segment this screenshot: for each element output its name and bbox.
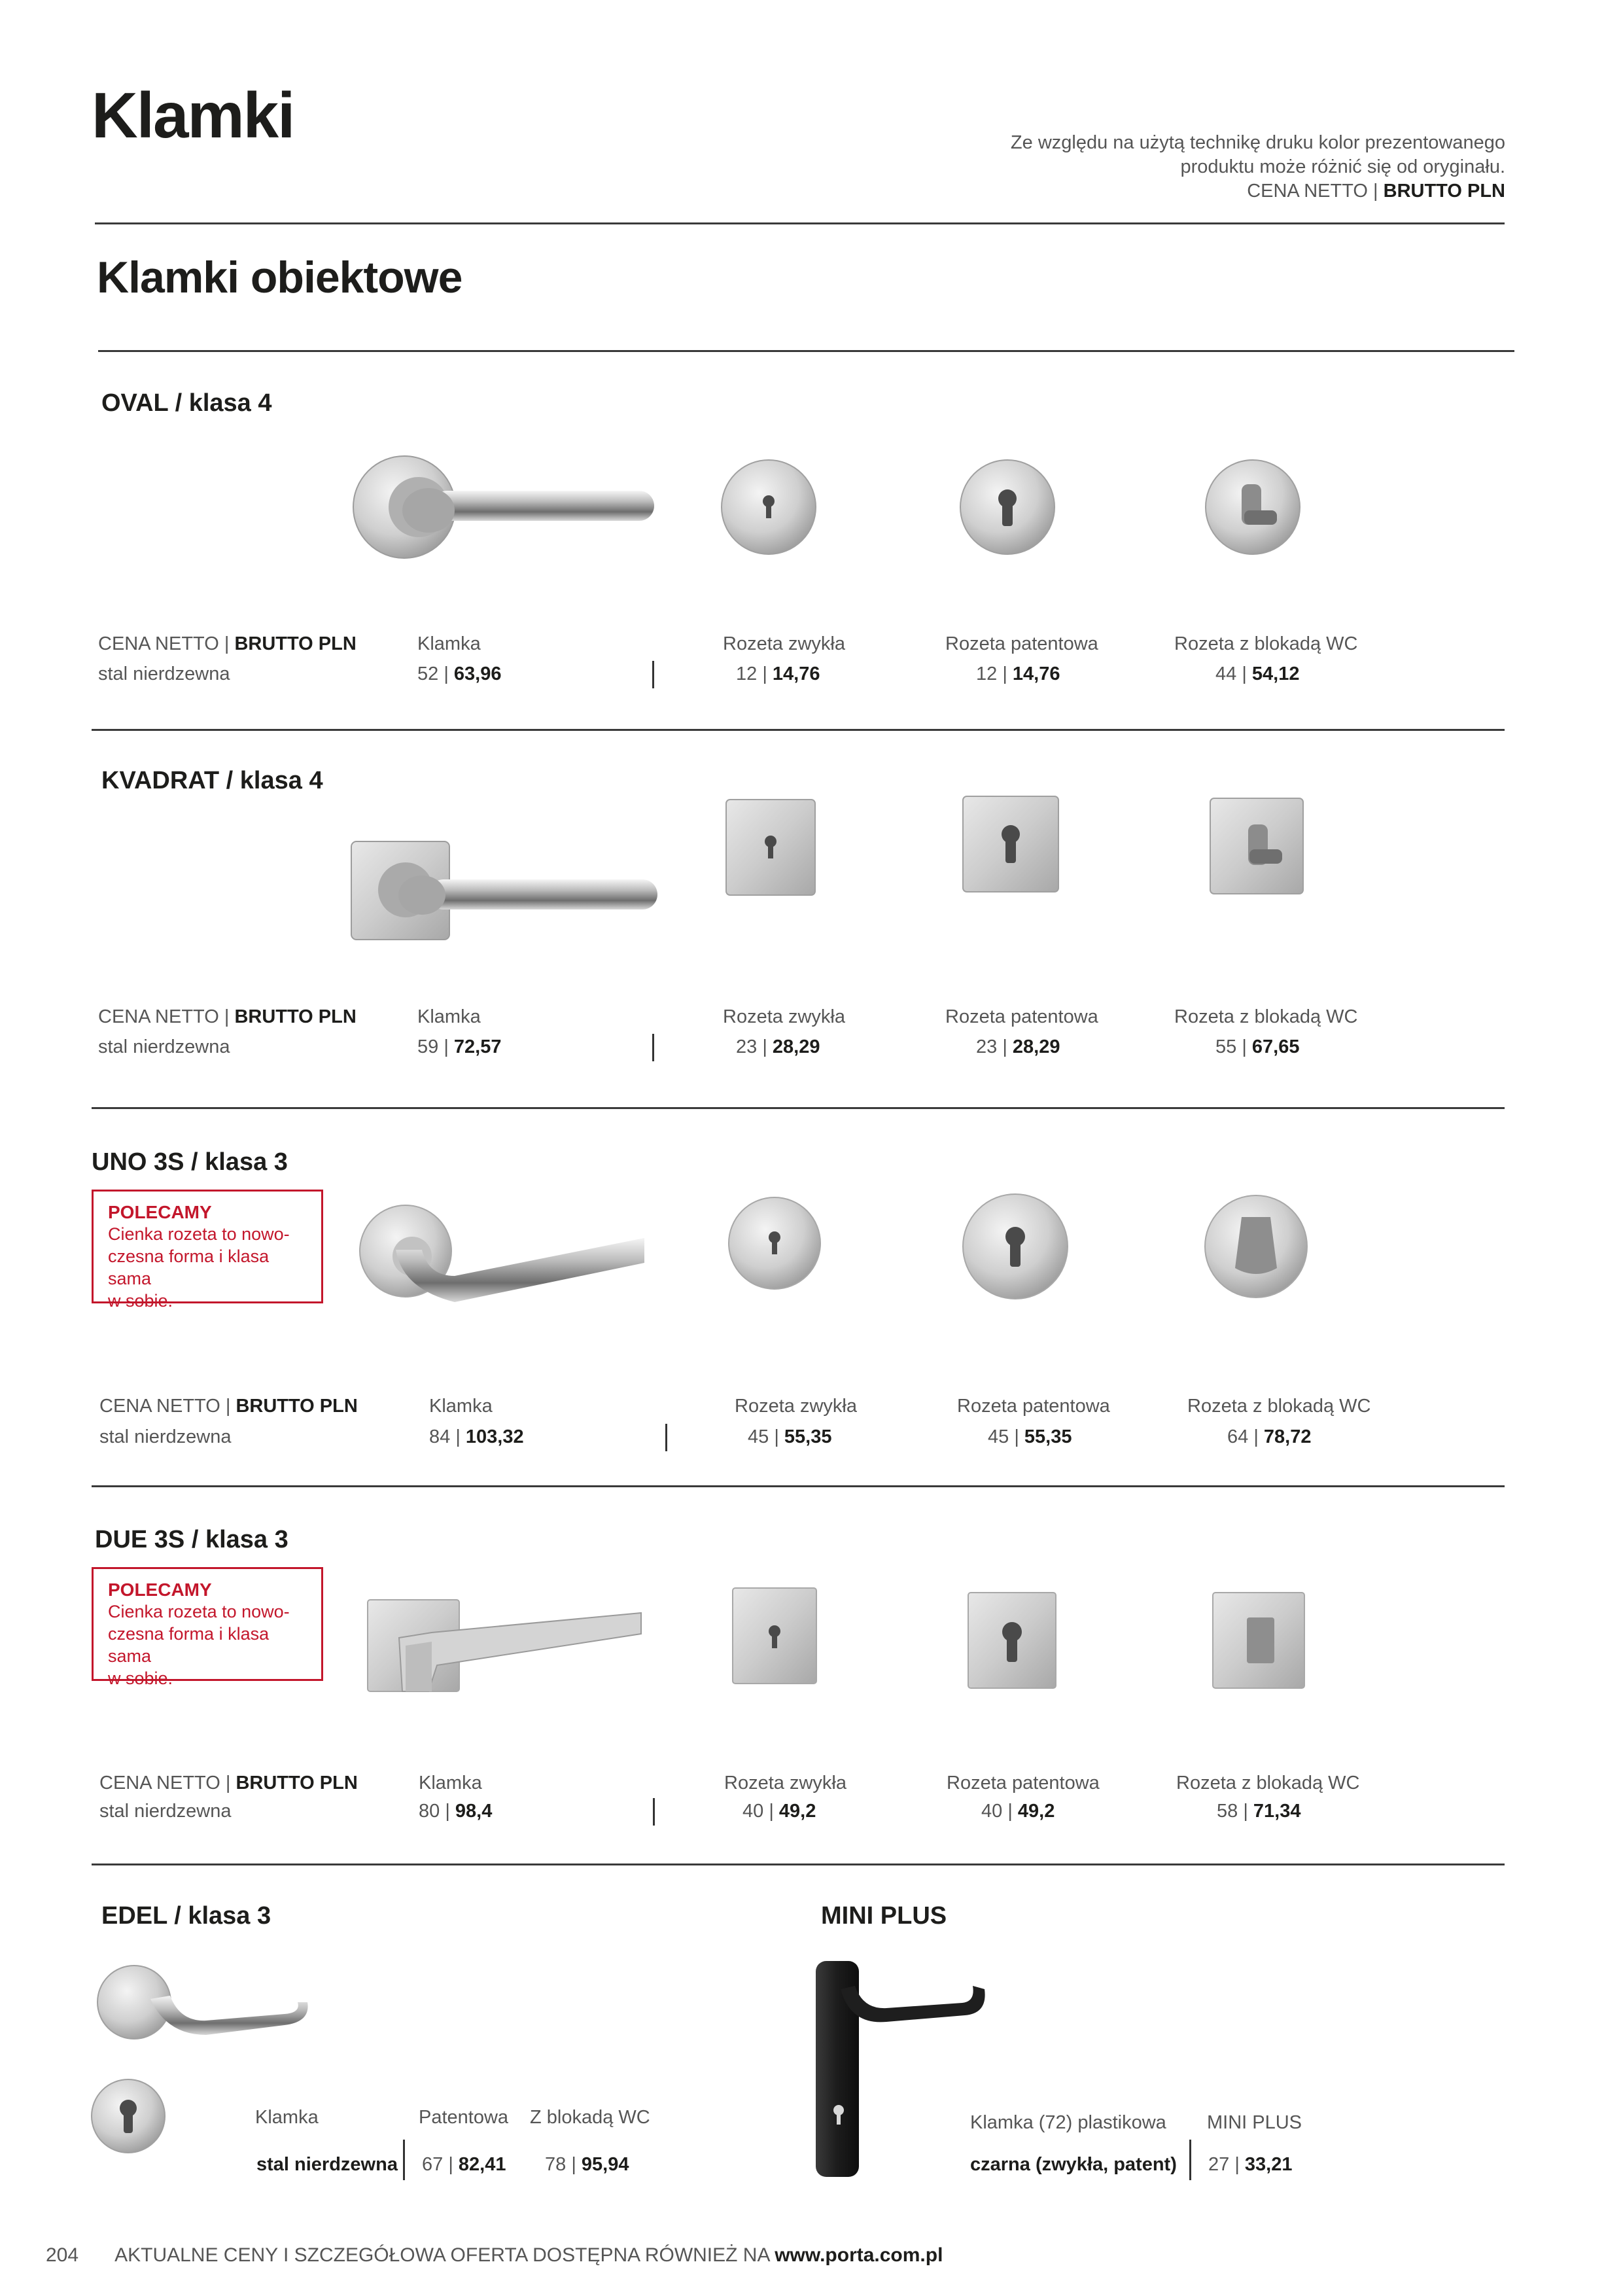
- price-handle: 52 | 63,96: [417, 663, 502, 684]
- col-rosette-wc: Rozeta z blokadą WC: [1174, 633, 1358, 654]
- footer-text: AKTUALNE CENY I SZCZEGÓŁOWA OFERTA DOSTĘPNA RÓWNIEŻ NA: [114, 2244, 769, 2266]
- col-rosette-plain: Rozeta zwykła: [735, 1396, 857, 1417]
- material-label: czarna (zwykła, patent): [970, 2154, 1177, 2175]
- material-label: stal nierdzewna: [98, 1036, 230, 1057]
- edel-rosette-patent-image: [90, 2074, 169, 2159]
- uno-handle-image: [357, 1204, 657, 1322]
- col-handle: Klamka: [255, 2107, 319, 2128]
- price-rosette-patent: 45 | 55,35: [988, 1426, 1072, 1447]
- price-handle: 80 | 98,4: [419, 1801, 493, 1822]
- miniplus-handle-image: [814, 1960, 998, 2182]
- material-label: stal nierdzewna: [256, 2154, 398, 2175]
- price-divider: [1189, 2140, 1191, 2180]
- col-wc: Z blokadą WC: [530, 2107, 650, 2128]
- price-rosette-wc: 44 | 54,12: [1215, 663, 1300, 684]
- col-handle: Klamka: [417, 1006, 481, 1027]
- recommend-box: POLECAMY Cienka rozeta to nowo- czesna forma i klasa sama w sobie.: [92, 1190, 323, 1303]
- product-title-edel: EDEL / klasa 3: [101, 1902, 271, 1930]
- price-divider: [665, 1424, 667, 1451]
- section-divider: [92, 1485, 1505, 1487]
- col-rosette-plain: Rozeta zwykła: [723, 633, 845, 654]
- header-divider: [95, 222, 1505, 224]
- price-divider: [403, 2140, 405, 2180]
- price-handle: 84 | 103,32: [429, 1426, 524, 1447]
- due-rosette-plain-image: [731, 1587, 818, 1685]
- col-rosette-patent: Rozeta patentowa: [947, 1773, 1100, 1793]
- edel-handle-image: [88, 1963, 317, 2055]
- section-divider: [92, 1107, 1505, 1109]
- uno-rosette-wc-image: [1204, 1191, 1308, 1302]
- kvadrat-rosette-wc-image: [1209, 797, 1307, 895]
- price-rosette-plain: 40 | 49,2: [742, 1801, 816, 1822]
- oval-handle-image: [347, 451, 661, 569]
- due-rosette-wc-image: [1212, 1591, 1308, 1689]
- col-rosette-patent: Rozeta patentowa: [945, 1006, 1098, 1027]
- due-rosette-patent-image: [967, 1591, 1058, 1689]
- col-rosette-patent: Rozeta patentowa: [945, 633, 1098, 654]
- material-label: stal nierdzewna: [99, 1801, 232, 1822]
- uno-rosette-patent-image: [962, 1191, 1070, 1302]
- price-header: CENA NETTO | BRUTTO PLN: [99, 1396, 358, 1417]
- col-handle: Klamka (72) plastikowa: [970, 2112, 1166, 2133]
- page-title: Klamki: [92, 79, 294, 151]
- col-handle: Klamka: [417, 633, 481, 654]
- oval-rosette-plain-image: [720, 458, 818, 556]
- price-patent: 67 | 82,41: [422, 2154, 506, 2175]
- col-handle: Klamka: [429, 1396, 493, 1417]
- page-number: 204: [46, 2244, 79, 2266]
- price-rosette-plain: 23 | 28,29: [736, 1036, 820, 1057]
- product-title-uno: UNO 3S / klasa 3: [92, 1148, 288, 1176]
- footer: [46, 2244, 943, 2267]
- price-rosette-patent: 23 | 28,29: [976, 1036, 1060, 1057]
- price-header: CENA NETTO | BRUTTO PLN: [99, 1773, 358, 1793]
- price-wc: 78 | 95,94: [545, 2154, 629, 2175]
- print-note: Ze względu na użytą technikę druku kolor prezentowanego produktu może różnić się od oryginału. CENA NETTO | BRUTTO PLN: [1010, 132, 1505, 202]
- price-miniplus: 27 | 33,21: [1208, 2154, 1293, 2175]
- kvadrat-rosette-plain-image: [725, 798, 818, 896]
- section-heading: Klamki obiektowe: [97, 253, 462, 302]
- col-patent: Patentowa: [419, 2107, 509, 2128]
- price-rosette-wc: 58 | 71,34: [1217, 1801, 1301, 1822]
- recommend-box: POLECAMY Cienka rozeta to nowo- czesna forma i klasa sama w sobie.: [92, 1567, 323, 1681]
- col-rosette-patent: Rozeta patentowa: [957, 1396, 1110, 1417]
- price-rosette-patent: 40 | 49,2: [981, 1801, 1055, 1822]
- due-handle-image: [366, 1593, 648, 1704]
- section-divider: [92, 729, 1505, 731]
- product-title-due: DUE 3S / klasa 3: [95, 1526, 288, 1553]
- price-rosette-wc: 64 | 78,72: [1227, 1426, 1312, 1447]
- kvadrat-handle-image: [350, 831, 664, 949]
- product-title-miniplus: MINI PLUS: [821, 1902, 947, 1930]
- section-divider: [92, 1863, 1505, 1865]
- price-header: CENA NETTO | BRUTTO PLN: [98, 1006, 357, 1027]
- price-rosette-plain: 45 | 55,35: [748, 1426, 832, 1447]
- material-label: stal nierdzewna: [98, 663, 230, 684]
- footer-link[interactable]: www.porta.com.pl: [775, 2244, 943, 2266]
- price-handle: 59 | 72,57: [417, 1036, 502, 1057]
- col-rosette-wc: Rozeta z blokadą WC: [1174, 1006, 1358, 1027]
- price-rosette-plain: 12 | 14,76: [736, 663, 820, 684]
- col-rosette-wc: Rozeta z blokadą WC: [1176, 1773, 1360, 1793]
- price-divider: [652, 661, 654, 688]
- product-title-oval: OVAL / klasa 4: [101, 389, 272, 417]
- price-rosette-patent: 12 | 14,76: [976, 663, 1060, 684]
- col-rosette-plain: Rozeta zwykła: [723, 1006, 845, 1027]
- price-rosette-wc: 55 | 67,65: [1215, 1036, 1300, 1057]
- col-rosette-plain: Rozeta zwykła: [724, 1773, 846, 1793]
- price-divider: [653, 1798, 655, 1826]
- kvadrat-rosette-patent-image: [962, 795, 1060, 893]
- oval-rosette-patent-image: [958, 458, 1056, 556]
- oval-rosette-wc-image: [1204, 458, 1302, 556]
- col-handle: Klamka: [419, 1773, 482, 1793]
- uno-rosette-plain-image: [727, 1194, 822, 1292]
- subtitle-divider: [98, 350, 1514, 352]
- col-name: MINI PLUS: [1207, 2112, 1302, 2133]
- material-label: stal nierdzewna: [99, 1426, 232, 1447]
- product-title-kvadrat: KVADRAT / klasa 4: [101, 767, 323, 794]
- col-rosette-wc: Rozeta z blokadą WC: [1187, 1396, 1371, 1417]
- price-header: CENA NETTO | BRUTTO PLN: [98, 633, 357, 654]
- price-divider: [652, 1034, 654, 1061]
